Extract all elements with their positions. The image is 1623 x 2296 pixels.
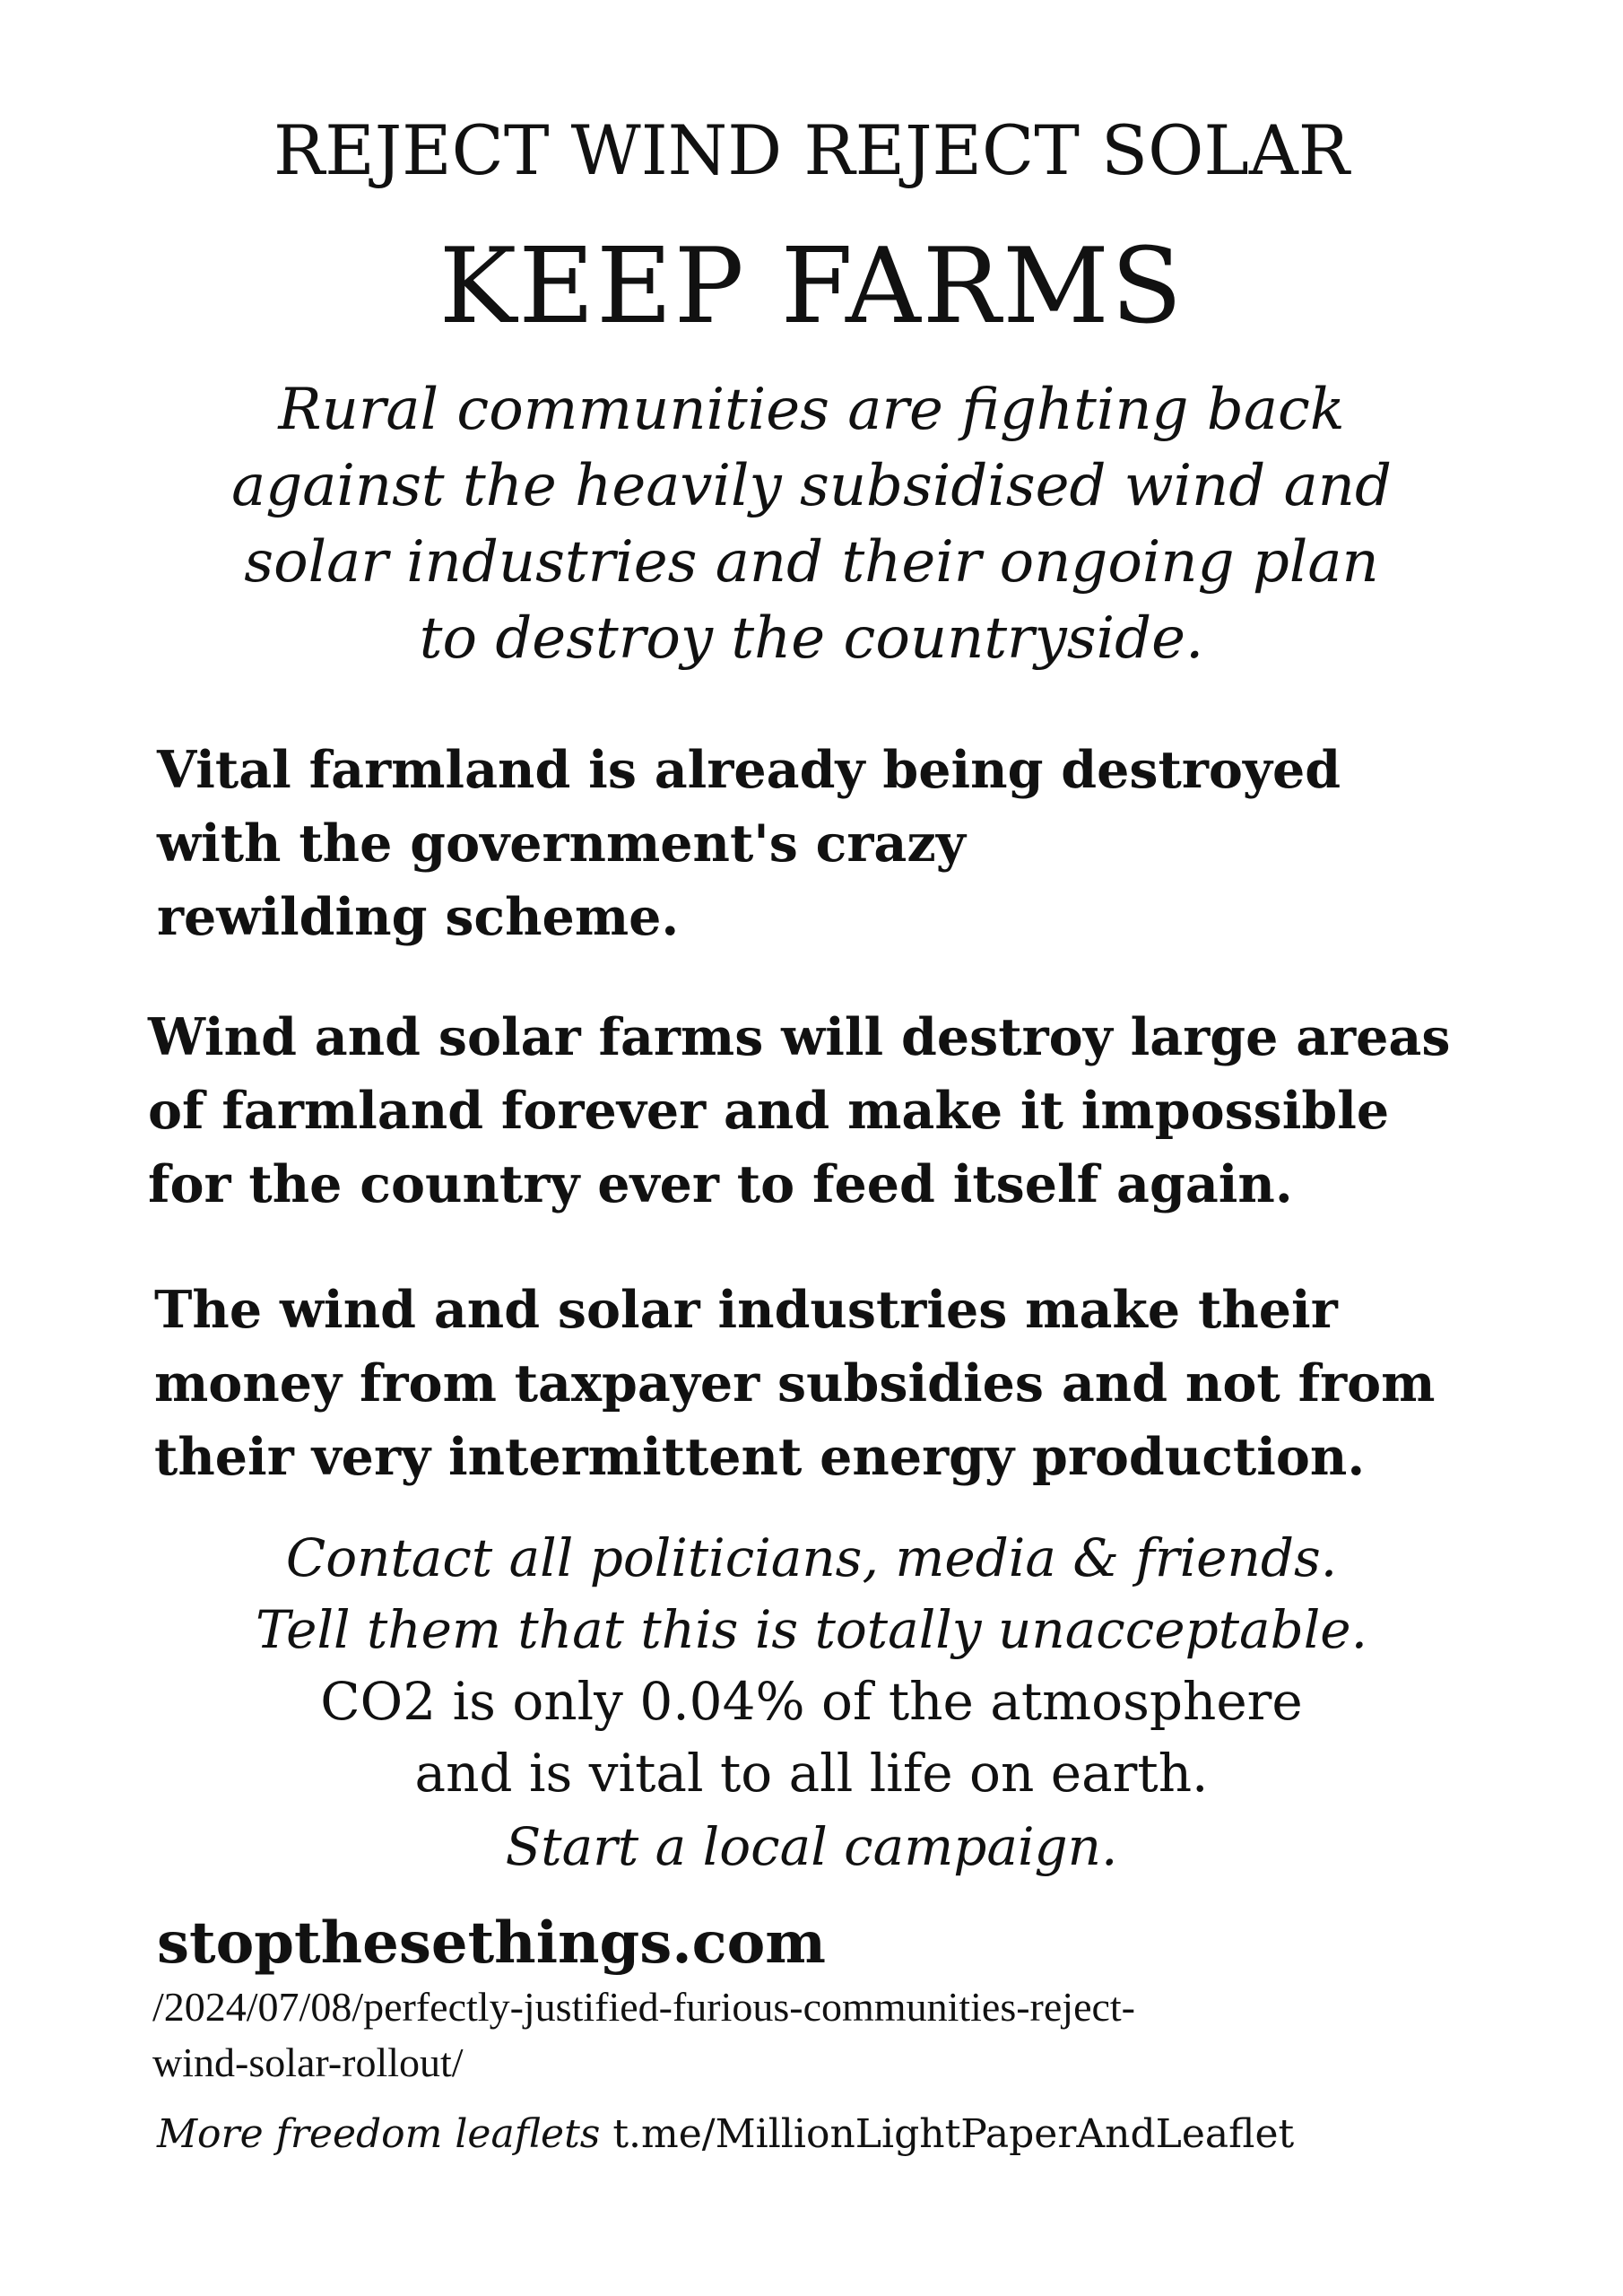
intro-line: Rural communities are fighting back <box>278 377 1345 443</box>
call-to-action-line: Contact all politicians, media & friends. <box>285 1527 1338 1588</box>
paragraph-3-line: their very intermittent energy production. <box>154 1427 1366 1487</box>
call-to-action-line: and is vital to all life on earth. <box>414 1743 1209 1804</box>
paragraph-1-line: rewilding scheme. <box>157 887 680 947</box>
footer-link: t.me/MillionLightPaperAndLeaflet <box>612 2111 1295 2157</box>
source-site: stopthesethings.com <box>157 1909 826 1977</box>
paragraph-2-line: for the country ever to feed itself again. <box>148 1154 1293 1214</box>
paragraph-2-line: Wind and solar farms will destroy large areas <box>148 1007 1451 1067</box>
headline: REJECT WIND REJECT SOLAR <box>273 110 1350 190</box>
footer <box>157 2111 1295 2157</box>
paragraph-3-line: The wind and solar industries make their <box>154 1280 1338 1340</box>
paragraph-3-line: money from taxpayer subsidies and not from <box>154 1353 1436 1413</box>
call-to-action-line: CO2 is only 0.04% of the atmosphere <box>320 1671 1303 1732</box>
source-path-line: /2024/07/08/perfectly-justified-furious-communities-reject- <box>152 1984 1136 2030</box>
source-path-line: wind-solar-rollout/ <box>152 2039 464 2085</box>
intro-line: to destroy the countryside. <box>419 605 1204 672</box>
paragraph-2-line: of farmland forever and make it impossible <box>148 1081 1390 1141</box>
intro-line: against the heavily subsidised wind and <box>231 453 1392 519</box>
paragraph-1-line: with the government's crazy <box>157 813 966 874</box>
footer-lead: More freedom leaflets <box>157 2111 601 2157</box>
paragraph-1-line: Vital farmland is already being destroyed <box>157 740 1341 800</box>
page-title: KEEP FARMS <box>438 226 1185 347</box>
call-to-action-line: Start a local campaign. <box>505 1816 1118 1877</box>
call-to-action-line: Tell them that this is totally unacceptable. <box>255 1599 1368 1660</box>
intro-line: solar industries and their ongoing plan <box>244 529 1379 596</box>
